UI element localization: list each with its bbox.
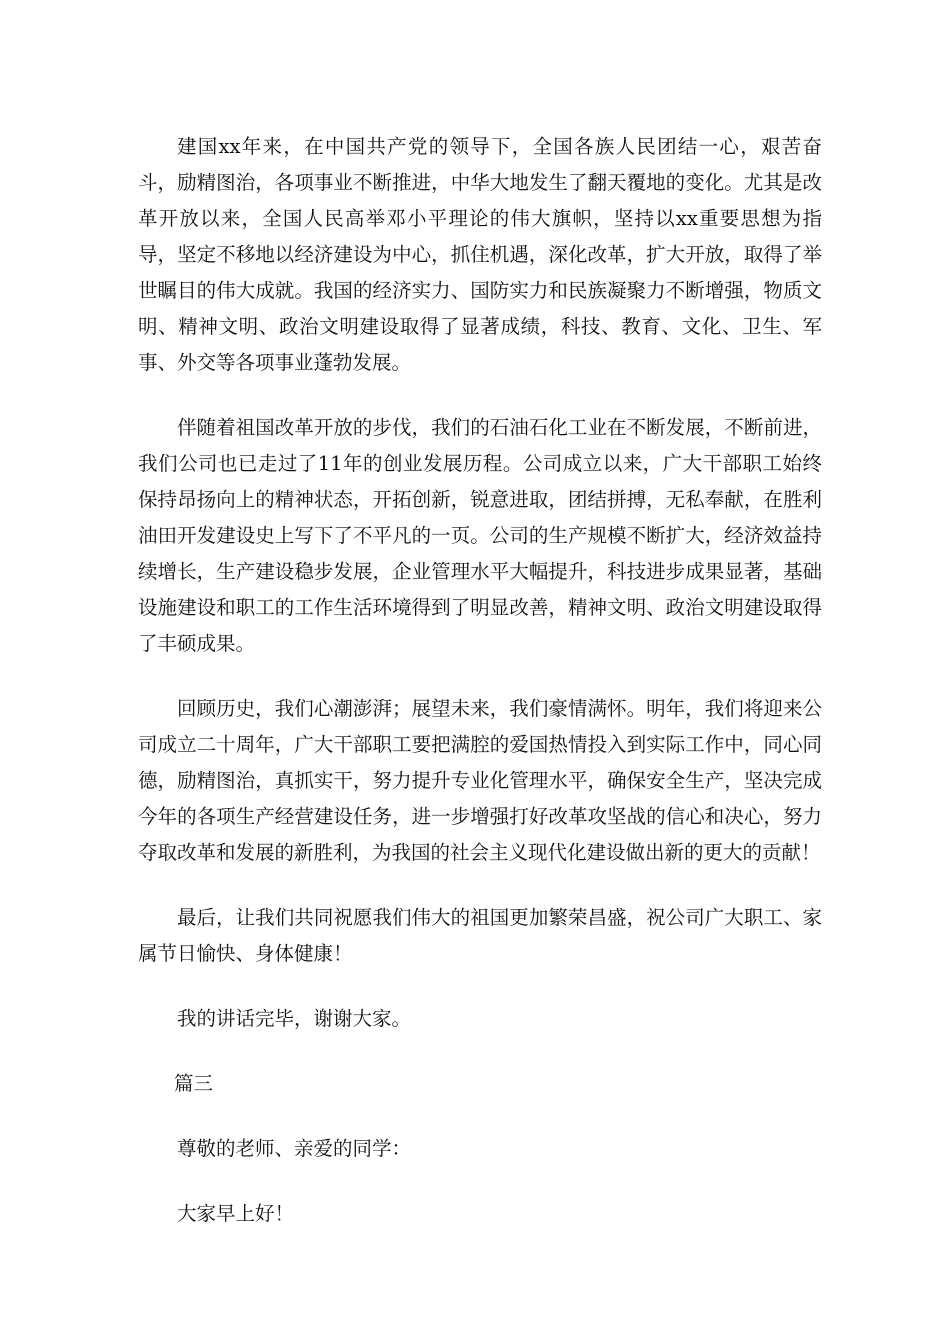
paragraph-speech-end: 我的讲话完毕，谢谢大家。 [177,1007,412,1030]
paragraph-future-outlook: 回顾历史，我们心潮澎湃；展望未来，我们豪情满怀。明年，我们将迎来公司成立二十周年，广大干部职工要把满腔的爱国热情投入到实际工作中，同心同德，励精图治，真抓实干，努力提升专业化管理水平，确保安全生产，坚决完成今年的各项生产经营建设任务，进一步增强打好改革攻坚战的信心和决心，努力夺取改革和发展的新胜利，为我国的社会主义现代化建设做出新的更大的贡献！ [138,697,822,864]
paragraph-company-history: 伴随着祖国改革开放的步伐，我们的石油石化工业在不断发展，不断前进，我们公司也已走过了11年的创业发展历程。公司成立以来，广大干部职工始终保持昂扬向上的精神状态，开拓创新，锐意进取，团结拼搏，无私奉献，在胜利油田开发建设史上写下了不平凡的一页。公司的生产规模不断扩大，经济效益持续增长，生产建设稳步发展，企业管理水平大幅提升，科技进步成果显著，基础设施建设和职工的工作生活环境得到了明显改善，精神文明、政治文明建设取得了丰硕成果。 [138,416,822,655]
opening-line: 大家早上好！ [177,1202,295,1225]
paragraph-founding-achievements: 建国xx年来，在中国共产党的领导下，全国各族人民团结一心，艰苦奋斗，励精图治，各项事业不断推进，中华大地发生了翻天覆地的变化。尤其是改革开放以来，全国人民高举邓小平理论的伟大旗帜，坚持以xx重要思想为指导，坚定不移地以经济建设为中心，抓住机遇，深化改革，扩大开放，取得了举世瞩目的伟大成就。我国的经济实力、国防实力和民族凝聚力不断增强，物质文明、精神文明、政治文明建设取得了显著成绩，科技、教育、文化、卫生、军事、外交等各项事业蓬勃发展。 [138,135,822,374]
paragraph-closing-wishes: 最后，让我们共同祝愿我们伟大的祖国更加繁荣昌盛，祝公司广大职工、家属节日愉快、身体健康！ [138,906,822,965]
document-body [138,129,822,1261]
greeting-line: 尊敬的老师、亲爱的同学： [177,1137,412,1160]
section-heading: 篇三 [174,1072,214,1095]
